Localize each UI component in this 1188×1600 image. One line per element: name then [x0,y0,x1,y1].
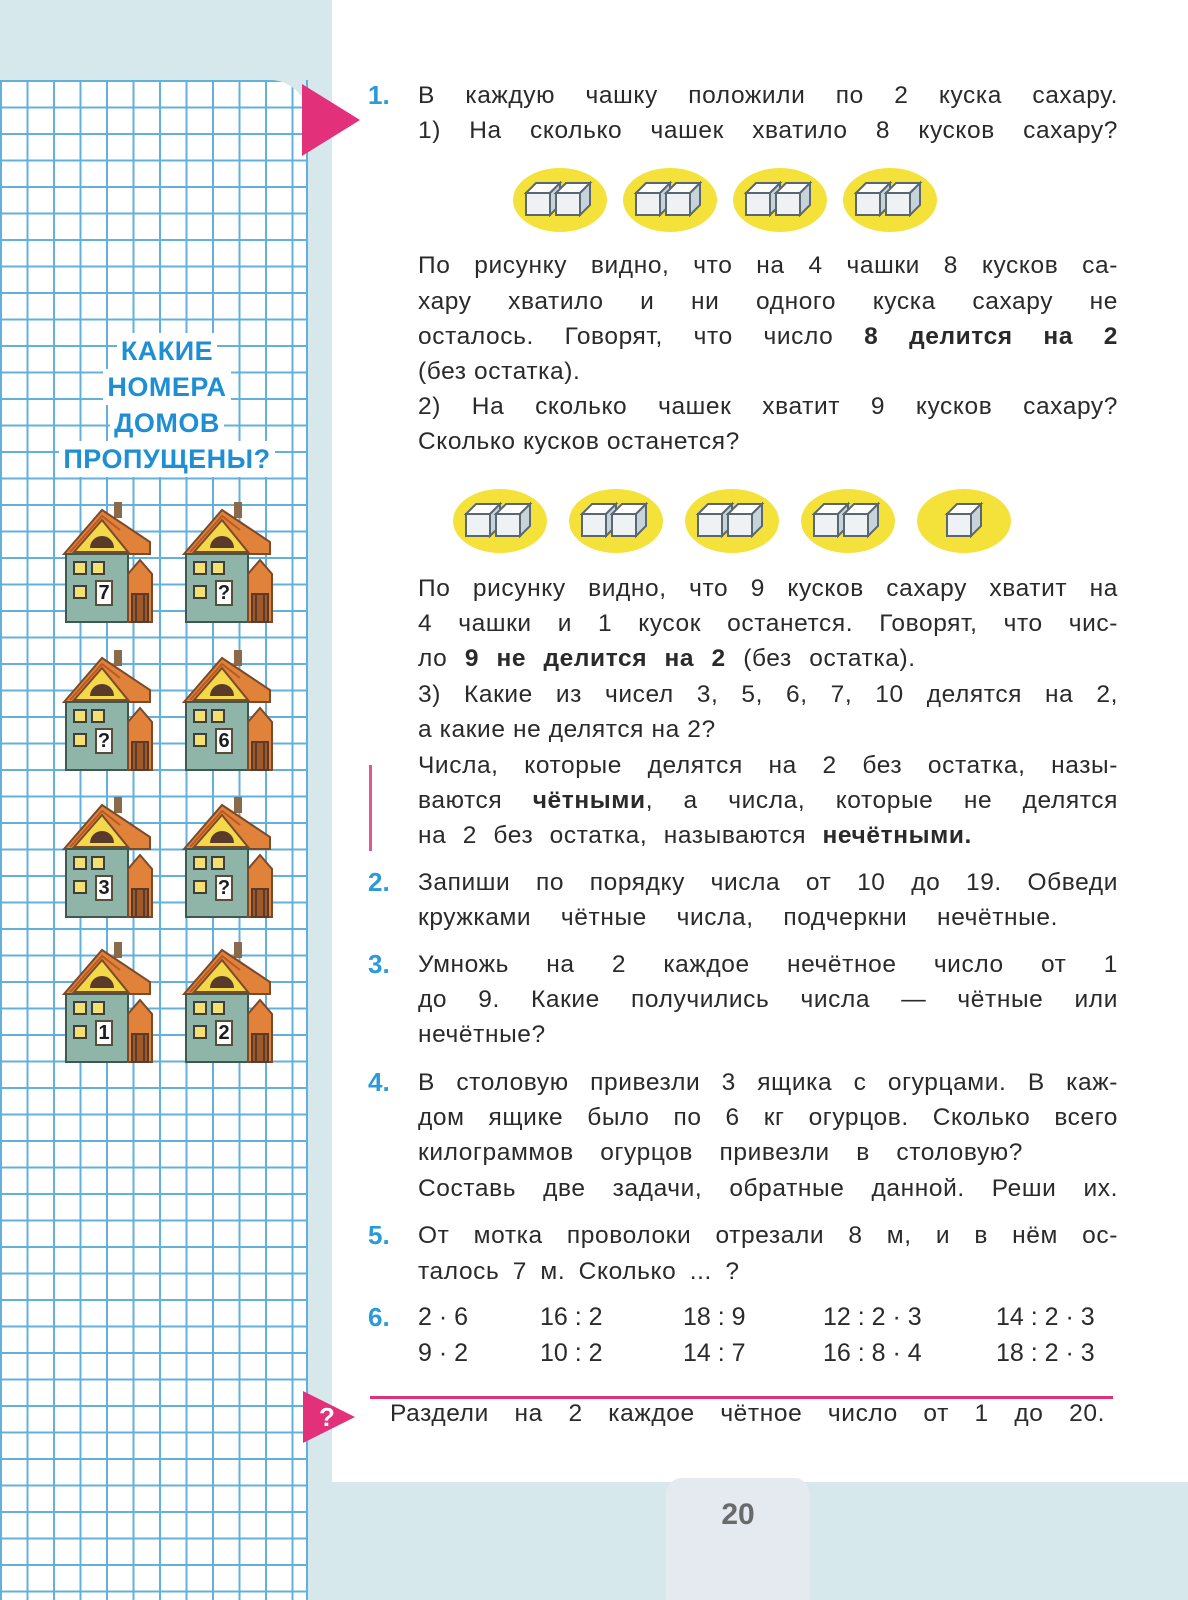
question-3-line-2: а какие не делятся на 2? [418,716,716,743]
rule-line-1: Числа, которые делятся на 2 без остатка, назы- [418,752,1118,779]
expression: 14 : 2 · 3 [996,1303,1095,1331]
cup-plate [623,168,717,232]
task-4-line-3: килограммов огурцов привезли в столовую? [418,1139,1023,1166]
house-1 [60,502,158,624]
sugar-cube-icon [844,504,878,536]
cup-plate [453,489,547,553]
house-7 [60,942,158,1064]
task-2-line-2: кружками чётные числа, подчеркни нечётные. [418,904,1058,931]
para1-line-1: По рисунку видно, что на 4 чашки 8 кусков са- [418,252,1118,279]
rule-line-2-tail: , а числа, которые не делятся [645,787,1118,814]
task-4-line-2: дом ящике было по 6 кг огурцов. Сколько всего [418,1104,1118,1131]
title-line-1: КАКИЕ [117,333,217,369]
task-4-number: 4. [368,1067,390,1097]
question-2-line-2: Сколько кусков останется? [418,428,740,455]
task-3-line-1: Умножь на 2 каждое нечётное число от 1 [418,951,1118,978]
rule-marker-bar [369,765,372,851]
page-number: 20 [721,1498,755,1531]
rule-line-3 [418,818,1118,854]
expression: 9 · 2 [418,1339,469,1367]
title-line-3: ДОМОВ [110,405,224,441]
house-6 [180,797,278,919]
house-number: ? [95,728,113,754]
task-4-line-1: В столовую привезли 3 ящика с огурцами. В каж- [418,1069,1118,1096]
sugar-cups-8-illustration [512,165,952,235]
rule-8-divisible: 8 делится на 2 [864,323,1118,350]
sugar-cube-icon [856,183,890,215]
task-3-line-3: нечётные? [418,1021,546,1048]
cup-plate [569,489,663,553]
expression: 16 : 8 · 4 [823,1339,922,1367]
para2-line-3 [418,641,1118,677]
expression: 16 : 2 [540,1303,603,1331]
para1-line-2: хару хватило и ни одного куска сахару не [418,288,1118,315]
task-5-line-2: талось 7 м. Сколько ... ? [418,1258,740,1285]
sugar-cube-icon [746,183,780,215]
question-2-line-1: 2) На сколько чашек хватит 9 кусков сахару? [418,393,1118,420]
task-6-number: 6. [368,1302,390,1332]
houses-puzzle-title [52,333,282,477]
task-5-number: 5. [368,1220,390,1250]
expression: 18 : 2 · 3 [996,1339,1095,1367]
expression: 2 · 6 [418,1303,469,1331]
question-badge-mark: ? [319,1402,335,1432]
sugar-cube-icon [698,504,732,536]
para1-line-3 [418,319,1118,355]
task-4-line-4: Составь две задачи, обратные данной. Реши их. [418,1175,1118,1202]
task-start-arrow-icon [302,84,360,156]
expression: 14 : 7 [683,1339,746,1367]
task-3-number: 3. [368,949,390,979]
task-1-line-1: В каждую чашку положили по 2 куска сахару. [418,82,1118,109]
sugar-cube-icon [666,183,700,215]
house-3 [60,650,158,772]
sugar-cube-icon [947,504,981,536]
task-1-line-2: 1) На сколько чашек хватило 8 кусков сахару? [418,117,1118,144]
sugar-cube-icon [776,183,810,215]
rule-line-2 [418,783,1118,819]
bonus-task-text: Раздели на 2 каждое чётное число от 1 до 20. [390,1400,1105,1427]
cup-plate [843,168,937,232]
house-number: 3 [95,875,113,901]
task-2-number: 2. [368,867,390,897]
rule-9-not-divisible: 9 не делится на 2 [464,645,726,672]
expression: 12 : 2 · 3 [823,1303,922,1331]
house-number: ? [215,875,233,901]
expression: 18 : 9 [683,1303,746,1331]
rule-line-3-text: на 2 без остатка, называются [418,822,807,849]
sugar-cube-icon [886,183,920,215]
para2-line-3-tail: (без остатка). [743,645,916,672]
page-number-tab [666,1478,810,1600]
sugar-cube-icon [728,504,762,536]
term-even: чётными [532,787,646,814]
sugar-cube-icon [814,504,848,536]
cup-plate [733,168,827,232]
sugar-cube-icon [636,183,670,215]
sugar-cups-9-illustration [452,486,1022,556]
question-3-line-1: 3) Какие из чисел 3, 5, 6, 7, 10 делятся на 2, [418,681,1118,708]
task-5-line-1: От мотка проволоки отрезали 8 м, и в нём ос- [418,1222,1118,1249]
house-8 [180,942,278,1064]
cup-plate [685,489,779,553]
sugar-cube-icon [466,504,500,536]
title-line-4: ПРОПУЩЕНЫ? [59,441,274,477]
house-number: 2 [215,1020,233,1046]
para2-line-1: По рисунку видно, что 9 кусков сахару хватит на [418,575,1118,602]
task-3-line-2: до 9. Какие получились числа — чётные или [418,986,1118,1013]
rule-line-2-text: ваются [418,787,503,814]
question-badge-icon [303,1391,355,1443]
sugar-cube-icon [612,504,646,536]
house-4 [180,650,278,772]
house-5 [60,797,158,919]
para2-line-3-text: ло [418,645,448,672]
title-line-2: НОМЕРА [103,369,230,405]
sugar-cube-icon [496,504,530,536]
house-2 [180,502,278,624]
para1-line-4: (без остатка). [418,358,581,385]
para1-line-3-text: осталось. Говорят, что число [418,323,834,350]
term-odd: нечётными. [822,822,972,849]
house-number: 6 [215,728,233,754]
cup-plate [513,168,607,232]
task-1-number: 1. [368,80,390,110]
cup-plate [801,489,895,553]
cup-plate [917,489,1011,553]
house-number: 1 [95,1020,113,1046]
sugar-cube-icon [526,183,560,215]
house-number: 7 [95,580,113,606]
para2-line-2: 4 чашки и 1 кусок останется. Говорят, что чис- [418,610,1118,637]
expression: 10 : 2 [540,1339,603,1367]
sugar-cube-icon [582,504,616,536]
sugar-cube-icon [556,183,590,215]
house-number: ? [215,580,233,606]
task-2-line-1: Запиши по порядку числа от 10 до 19. Обведи [418,869,1118,896]
